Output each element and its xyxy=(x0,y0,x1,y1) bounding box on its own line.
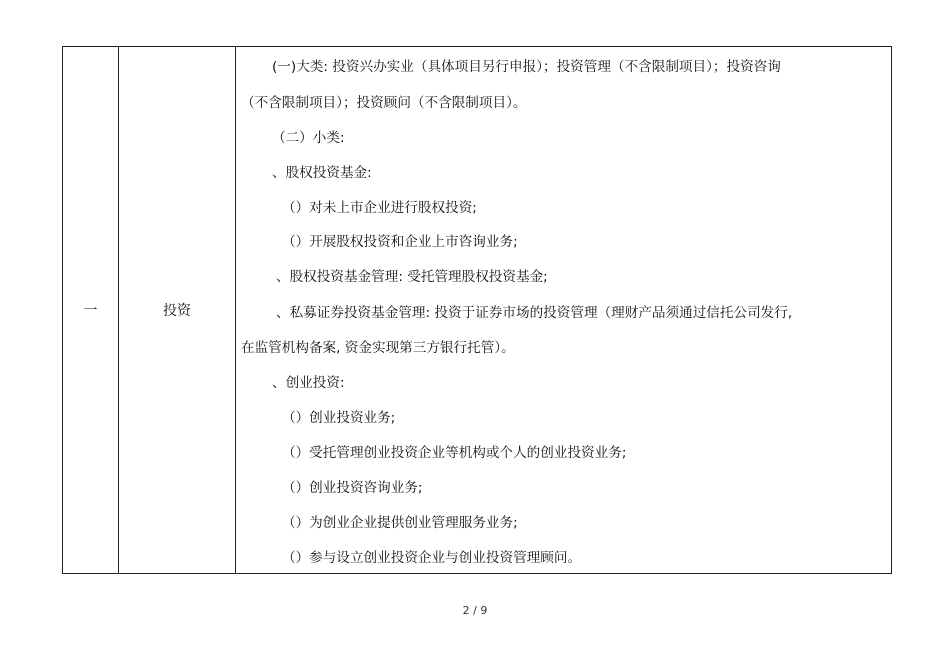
row-number: 一 xyxy=(83,303,98,319)
desc-line: 、私募证券投资基金管理: 投资于证券市场的投资管理（理财产品须通过信托公司发行, xyxy=(276,305,793,321)
desc-line: （不含限制项目）；投资顾问（不含限制项目）。 xyxy=(241,95,527,111)
category-label: 投资 xyxy=(163,303,191,319)
desc-line: （）参与设立创业投资企业与创业投资管理顾问。 xyxy=(282,550,582,566)
desc-line: (一)大类: 投资兴办实业（具体项目另行申报）；投资管理（不含限制项目）；投资咨询 xyxy=(272,59,781,75)
desc-line: （）对未上市企业进行股权投资; xyxy=(282,200,477,216)
desc-line: （）开展股权投资和企业上市咨询业务; xyxy=(282,234,518,250)
desc-line: （）为创业企业提供创业管理服务业务; xyxy=(282,515,518,531)
desc-line: 、股权投资基金管理: 受托管理股权投资基金; xyxy=(276,269,548,285)
desc-line: 、股权投资基金: xyxy=(272,165,372,181)
desc-line: （）创业投资业务; xyxy=(282,410,396,426)
row-number-cell xyxy=(63,47,119,573)
desc-line: （二）小类: xyxy=(272,130,345,146)
desc-line: 、创业投资: xyxy=(272,375,345,391)
page-number: 2 / 9 xyxy=(462,604,488,617)
description-cell xyxy=(236,47,891,573)
desc-line: （）受托管理创业投资企业等机构或个人的创业投资业务; xyxy=(282,445,627,461)
category-cell xyxy=(119,47,236,573)
business-scope-table xyxy=(62,46,892,574)
desc-line: 在监管机构备案, 资金实现第三方银行托管）。 xyxy=(241,340,515,356)
desc-line: （）创业投资咨询业务; xyxy=(282,480,423,496)
